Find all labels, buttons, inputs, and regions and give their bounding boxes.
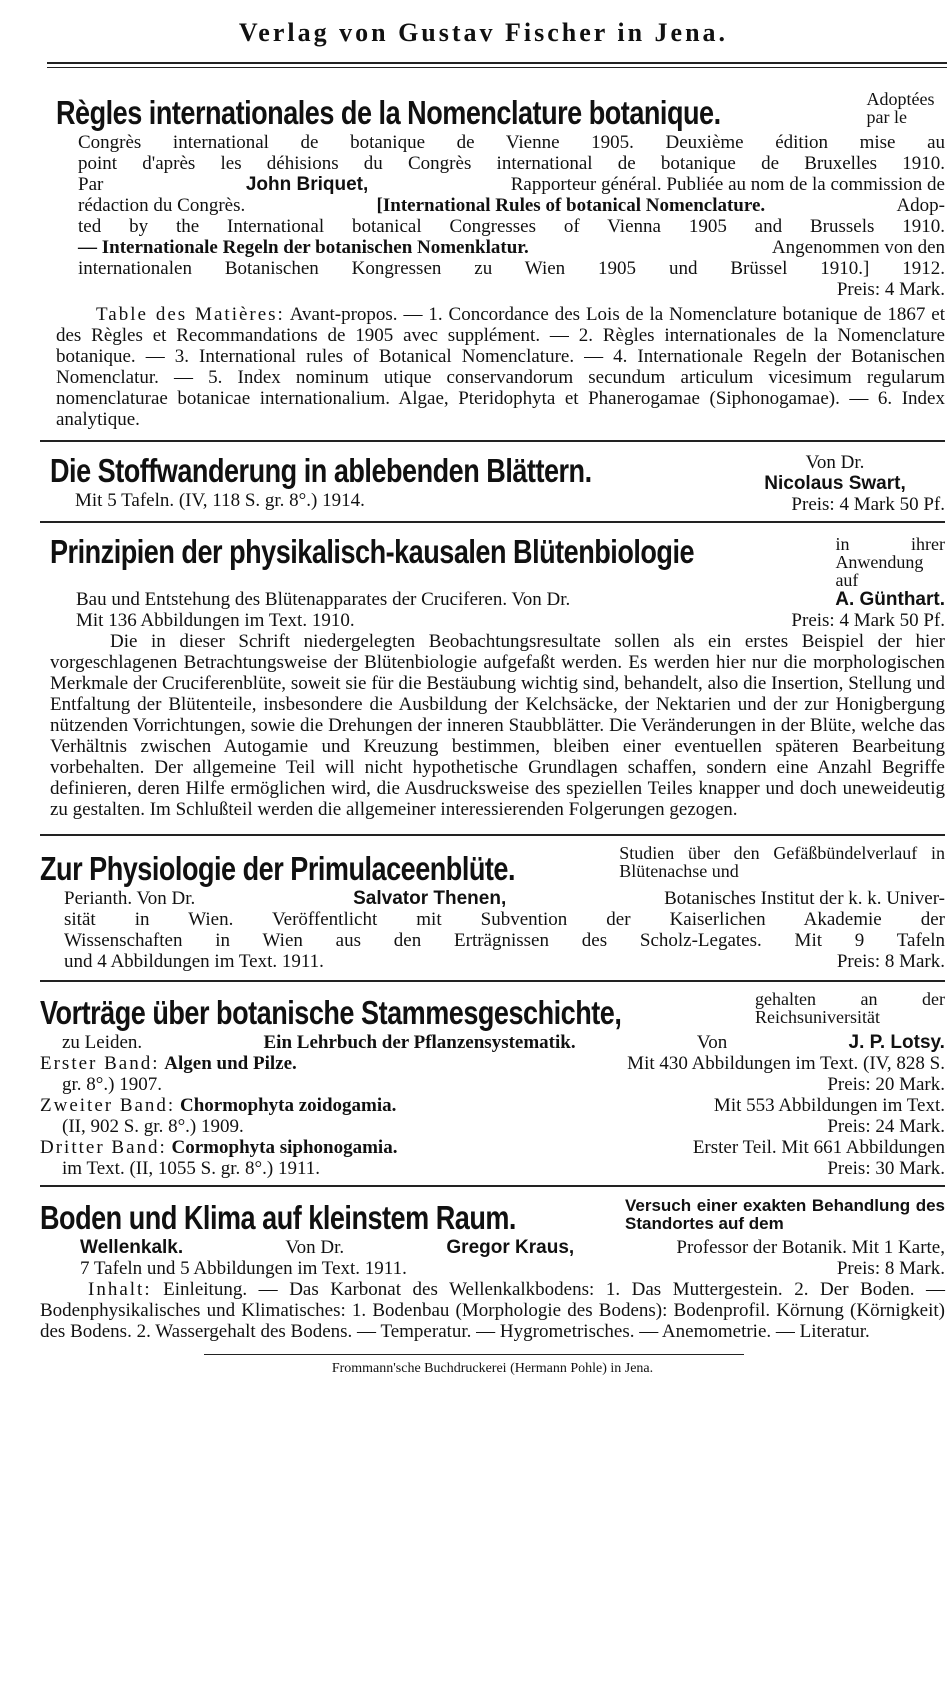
book-details: 7 Tafeln und 5 Abbildungen im Text. 1911. (80, 1258, 407, 1279)
book-vortraege (40, 990, 945, 1179)
volume-1: Erster Band: Algen und Pilze. Mit 430 Abbildungen im Text. (IV, 828 S. gr. 8°.) 1907. Preis: 20 Mark. (40, 1053, 945, 1095)
table-of-contents: Table des Matières: Avant-propos. — 1. Concordance des Lois de la Nomenclature botanique de 1867 et des Règles et Recommandations de 1905 avec supplément. — 2. Règles internationales de la Nomenclature botanique. — 3. International rules of Botanical Nomenclature. — 4. Internationale Regeln der Botanischen Nomenclatur. — 5. Index nominum utique conservandorum secundum articulum vicesimum regularum nomenclaturae botanicae internationalium. Algae, Pteridophyta et Phanerogamae (Siphonogamae). — 6. Index analytique. (56, 304, 945, 430)
text-line (64, 951, 945, 972)
text-line (76, 610, 945, 631)
book-subtitle: in ihrer Anwendung auf (835, 534, 945, 590)
book-boden-klima (40, 1197, 945, 1342)
text-line: Congrès international de botanique de Vienne 1905. Deuxième édition mise au (78, 132, 945, 153)
price: Preis: 8 Mark. (836, 1258, 945, 1279)
text-line: Bau und Entstehung des Blütenapparates der Cruciferen. Von Dr. A. Günthart. (76, 589, 945, 610)
price: Preis: 8 Mark. (836, 951, 945, 972)
price: Preis: 4 Mark 50 Pf. (791, 494, 945, 515)
author-name: John Briquet, (245, 174, 369, 195)
volume-3: Dritter Band: Cormophyta siphonogamia. Erster Teil. Mit 661 Abbildungen im Text. (II, 1055 S. gr. 8°.) 1911. Preis: 30 Mark. (40, 1137, 945, 1179)
price: Preis: 24 Mark. (827, 1116, 945, 1137)
divider (40, 521, 945, 523)
publisher-heading: Verlag von Gustav Fischer in Jena. (238, 18, 729, 47)
book-title: Zur Physiologie der Primulaceenblüte. (40, 850, 516, 887)
book-subtitle: Adoptées par le (866, 89, 935, 127)
book-regles (40, 89, 945, 430)
price: Preis: 20 Mark. (827, 1074, 945, 1095)
price: Preis: 4 Mark. (836, 279, 945, 300)
price: Preis: 30 Mark. (827, 1158, 945, 1179)
text-line: Wissenschaften in Wien aus den Erträgnissen des Scholz-Legates. Mit 9 Tafeln (64, 930, 945, 951)
divider (40, 980, 945, 982)
divider (40, 834, 945, 836)
book-details: Mit 136 Abbildungen im Text. 1910. (76, 610, 355, 631)
volume-2: Zweiter Band: Chormophyta zoidogamia. Mit 553 Abbildungen im Text. (II, 902 S. gr. 8°.) 1909. Preis: 24 Mark. (40, 1095, 945, 1137)
description: Die in dieser Schrift niedergelegten Beobachtungsresultate sollen als ein erstes Beispiel der hier vorgeschlagenen Betrachtungsweise der Blütenbiologie aufgefaßt werden. Es werden hier nur die morphologischen Merkmale der Cruciferenblüte, soweit sie für die Bestäubung wichtig sind, behandelt, also die Insertion, Stellung und Entfaltung der Blütenteile, insbesondere die Ausbildung der Kelchsäcke, der Nektarien und der zur Honigbergung nützenden Vorrichtungen, sowie die Drehungen der inneren Staubblätter. Die Veränderungen in der Blüte, welche das Verhältnis zwischen Autogamie und Kreuzung bestimmen, bleiben einer eventuellen späteren Bearbeitung vorbehalten. Der allgemeine Teil will nicht hypothetische Grundlagen schaffen, sondern eine Anzahl Begriffe definieren, deren Hilfe ermöglichen wird, die Ausdrucksweise des speziellen Teiles knapper und doch uneweideutig zu gestalten. Im Schlußteil werden die allgemeiner interessierenden Folgerungen gezogen. (50, 631, 945, 820)
book-subtitle: Studien über den Gefäßbündelverlauf in Blütenachse und (619, 843, 945, 881)
book-title: Boden und Klima auf kleinstem Raum. (40, 1199, 516, 1236)
book-details: und 4 Abbildungen im Text. 1911. (64, 951, 324, 972)
text-line: ted by the International botanical Congresses of Vienna 1905 and Brussels 1910. (78, 216, 945, 237)
book-stoffwanderung (40, 452, 945, 515)
book-title: Prinzipien der physikalisch-kausalen Blütenbiologie (50, 533, 695, 570)
book-title: Die Stoffwanderung in ablebenden Blättern. (50, 452, 592, 489)
table-of-contents: Inhalt: Einleitung. — Das Karbonat des Wellenkalkbodens: 1. Das Muttergestein. 2. Der Boden. — Bodenphysikalisches und Klimatisches: 1. Bodenbau (Morphologie des Bodens): Bodenprofil. Körnung (Körnigkeit) des Bodens. 2. Wassergehalt des Bodens. — Temperatur. — Hygrometrisches. — Anemometrie. — Literatur. (40, 1279, 945, 1342)
divider (40, 440, 945, 442)
text-line: Perianth. Von Dr. Salvator Thenen, Botanisches Institut der k. k. Univer- (64, 888, 945, 909)
author-name: Gregor Kraus, (446, 1237, 575, 1258)
book-prinzipien (40, 533, 945, 820)
text-line: — Internationale Regeln der botanischen Nomenklatur. Angenommen von den (78, 237, 945, 258)
book-subtitle: Versuch einer exakten Behandlung des Standortes auf dem (625, 1196, 945, 1233)
book-title: Règles internationales de la Nomenclature botanique. (56, 94, 721, 131)
divider (40, 1185, 945, 1187)
text-line: sität in Wien. Veröffentlicht mit Subvention der Kaiserlichen Akademie der (64, 909, 945, 930)
author-name: J. P. Lotsy. (848, 1032, 945, 1053)
footer-rule (204, 1354, 744, 1355)
text-line: Par John Briquet, Rapporteur général. Publiée au nom de la commission de (78, 174, 945, 195)
price: Preis: 4 Mark 50 Pf. (791, 610, 945, 631)
text-line: Wellenkalk. Von Dr. Gregor Kraus, Professor der Botanik. Mit 1 Karte, (80, 1237, 945, 1258)
author-name: Nicolaus Swart, (764, 473, 906, 494)
book-byline: Von Dr. (805, 452, 865, 473)
header-rule (47, 62, 947, 68)
text-line: point d'après les déhisions du Congrès international de botanique de Bruxelles 1910. (78, 153, 945, 174)
book-details: Mit 5 Tafeln. (IV, 118 S. gr. 8°.) 1914. (75, 490, 365, 511)
text-line: zu Leiden. Ein Lehrbuch der Pflanzensystematik. Von J. P. Lotsy. (62, 1032, 945, 1053)
text-line: rédaction du Congrès. [International Rules of botanical Nomenclature. Adop- (78, 195, 945, 216)
text-line (80, 1258, 945, 1279)
author-name: A. Günthart. (835, 589, 945, 610)
author-name: Salvator Thenen, (353, 888, 507, 909)
book-subtitle: gehalten an der Reichsuniversität (755, 989, 945, 1027)
book-primulaceen (40, 844, 945, 972)
book-title: Vorträge über botanische Stammesgeschichte, (40, 994, 622, 1031)
text-line: internationalen Botanischen Kongressen zu Wien 1905 und Brüssel 1910.] 1912. (78, 258, 945, 279)
printer-imprint: Frommann'sche Buchdruckerei (Hermann Pohle) in Jena. (331, 1361, 654, 1376)
